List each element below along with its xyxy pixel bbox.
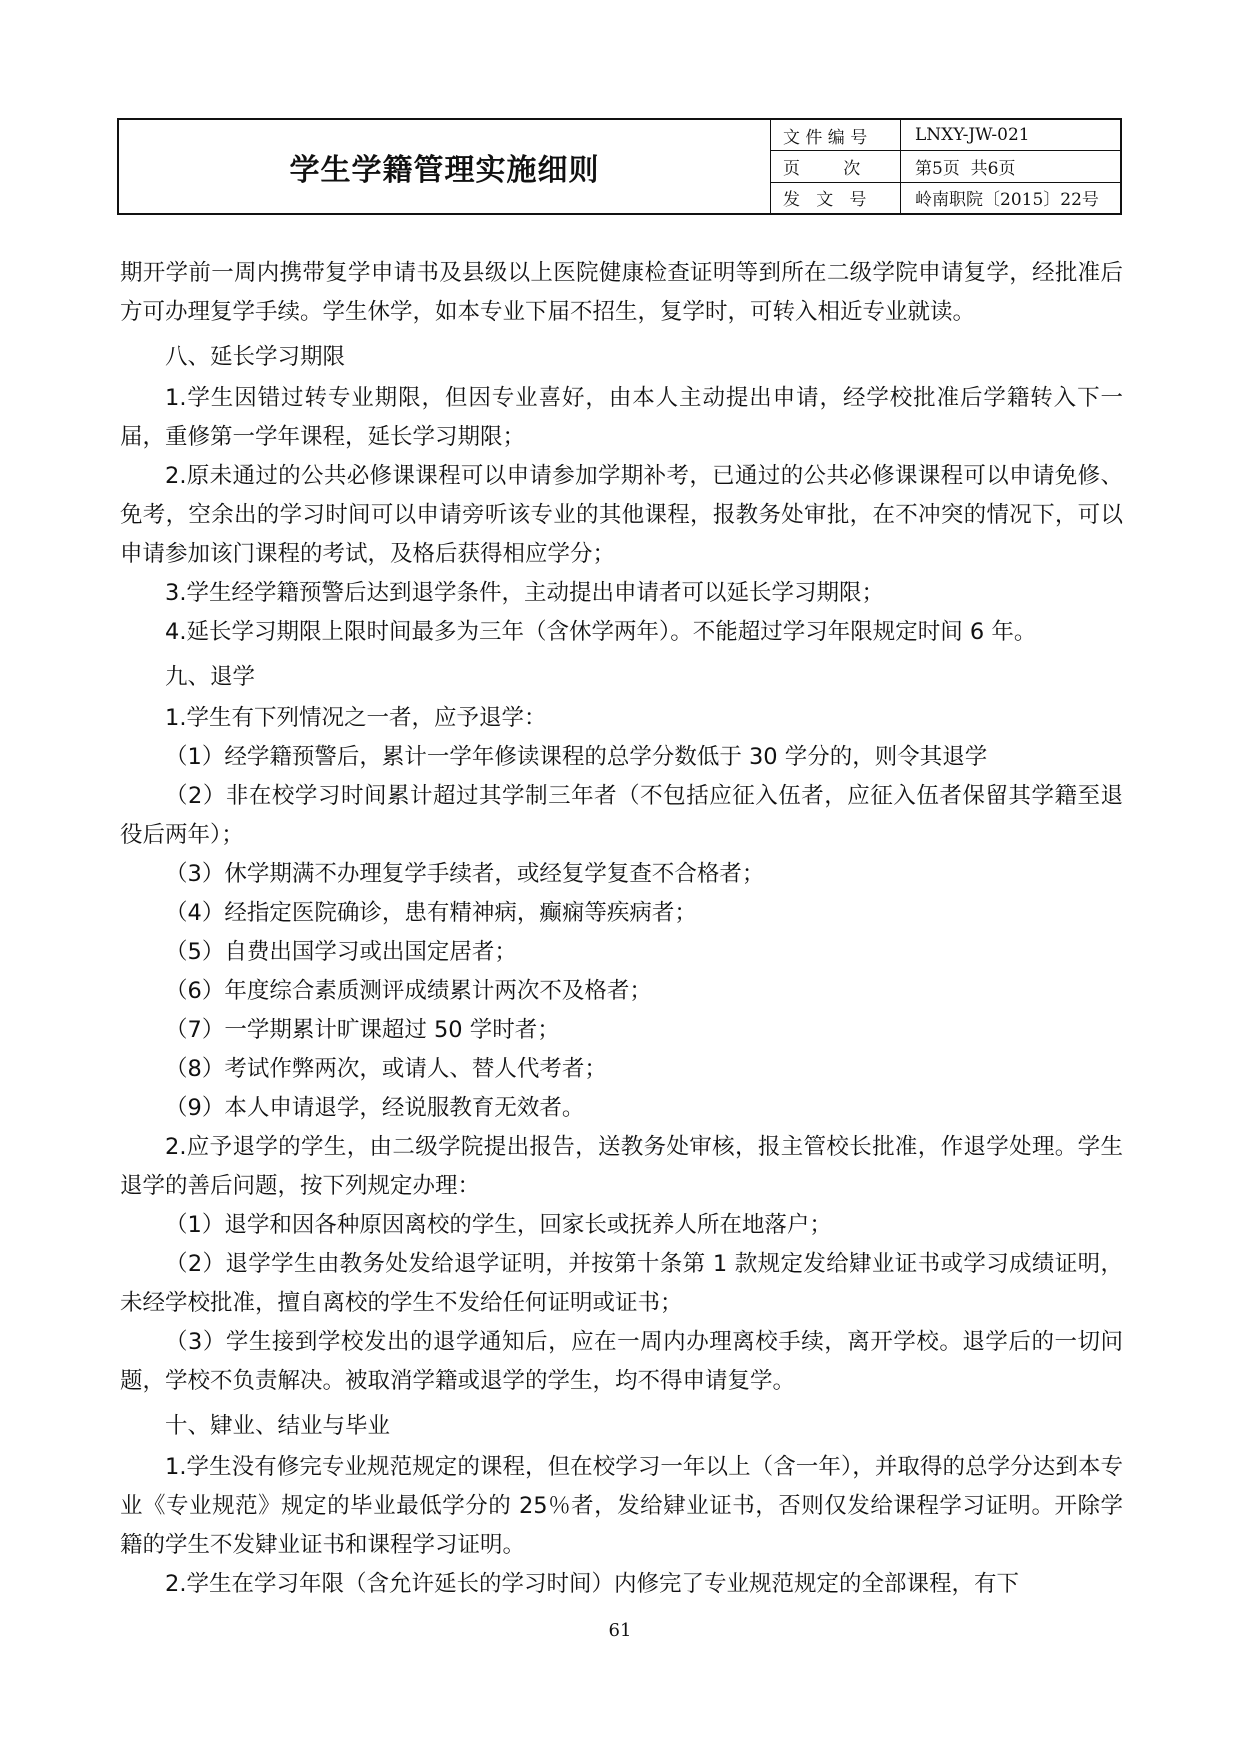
meta-value: 第5页 共6页 xyxy=(915,158,1016,179)
list-item: （3）休学期满不办理复学手续者，或经复学复查不合格者； xyxy=(165,861,765,887)
paragraph: 4.延长学习期限上限时间最多为三年（含休学两年）。不能超过学习年限规定时间 6 年。 xyxy=(165,619,1037,645)
paragraph: 2.学生在学习年限（含允许延长的学习时间）内修完了专业规范规定的全部课程，有下 xyxy=(165,1571,1019,1597)
list-item: （4）经指定医院确诊，患有精神病，癫痫等疾病者； xyxy=(165,900,697,926)
list-item: （2）退学学生由教务处发给退学证明，并按第十条第 1 款规定发给肄业证书或学习成绩证明，未经学校批准，擅自离校的学生不发给任何证明或证书； xyxy=(120,1251,1123,1316)
meta-label: 页 次 xyxy=(771,151,901,181)
list-item: （1）经学籍预警后，累计一学年修读课程的总学分数低于 30 学分的，则令其退学 xyxy=(165,744,988,770)
document-body xyxy=(120,254,1123,1604)
list-item: （2）非在校学习时间累计超过其学制三年者（不包括应征入伍者，应征入伍者保留其学籍至退役后两年）； xyxy=(120,783,1123,848)
list-item: （9）本人申请退学，经说服教育无效者。 xyxy=(165,1095,585,1121)
list-item: （3）学生接到学校发出的退学通知后，应在一周内办理离校手续，离开学校。退学后的一切问题，学校不负责解决。被取消学籍或退学的学生，均不得申请复学。 xyxy=(120,1329,1123,1394)
meta-row-issue-number xyxy=(771,183,1120,213)
section-heading: 八、延长学习期限 xyxy=(165,344,346,370)
document-header-table xyxy=(117,118,1122,215)
document-title: 学生学籍管理实施细则 xyxy=(119,120,771,213)
list-item: （8）考试作弊两次，或请人、替人代考者； xyxy=(165,1056,607,1082)
paragraph: 1.学生因错过转专业期限，但因专业喜好，由本人主动提出申请，经学校批准后学籍转入下一届，重修第一学年课程，延长学习期限； xyxy=(120,385,1123,450)
intro-paragraph: 期开学前一周内携带复学申请书及县级以上医院健康检查证明等到所在二级学院申请复学，经批准后方可办理复学手续。学生休学，如本专业下届不招生，复学时，可转入相近专业就读。 xyxy=(120,260,1123,325)
meta-label: 发 文 号 xyxy=(771,183,901,213)
meta-label: 文 件 编 号 xyxy=(771,120,901,150)
paragraph: 3.学生经学籍预警后达到退学条件，主动提出申请者可以延长学习期限； xyxy=(165,580,884,606)
section-heading: 九、退学 xyxy=(165,664,256,690)
list-item: （1）退学和因各种原因离校的学生，回家长或抚养人所在地落户； xyxy=(165,1212,832,1238)
document-meta xyxy=(771,120,1120,213)
list-item: （7）一学期累计旷课超过 50 学时者； xyxy=(165,1017,560,1043)
meta-row-page xyxy=(771,151,1120,182)
paragraph: 2.原未通过的公共必修课课程可以申请参加学期补考，已通过的公共必修课课程可以申请免修、免考，空余出的学习时间可以申请旁听该专业的其他课程，报教务处审批，在不冲突的情况下，可以申请参加该门课程的考试，及格后获得相应学分； xyxy=(120,463,1123,567)
meta-value: 岭南职院〔2015〕22号 xyxy=(915,190,1099,211)
paragraph: 1.学生没有修完专业规范规定的课程，但在校学习一年以上（含一年），并取得的总学分达到本专业《专业规范》规定的毕业最低学分的 25％者，发给肄业证书，否则仅发给课程学习证明。开除学籍的学生不发肄业证书和课程学习证明。 xyxy=(120,1454,1123,1558)
meta-value: LNXY-JW-021 xyxy=(915,125,1030,146)
paragraph: 1.学生有下列情况之一者，应予退学： xyxy=(165,705,547,731)
section-heading: 十、肄业、结业与毕业 xyxy=(165,1413,391,1439)
page-number: 61 xyxy=(608,1620,632,1641)
meta-row-file-number xyxy=(771,120,1120,151)
paragraph: 2.应予退学的学生，由二级学院提出报告，送教务处审核，报主管校长批准，作退学处理。学生退学的善后问题，按下列规定办理： xyxy=(120,1134,1123,1199)
list-item: （5）自费出国学习或出国定居者； xyxy=(165,939,517,965)
list-item: （6）年度综合素质测评成绩累计两次不及格者； xyxy=(165,978,652,1004)
